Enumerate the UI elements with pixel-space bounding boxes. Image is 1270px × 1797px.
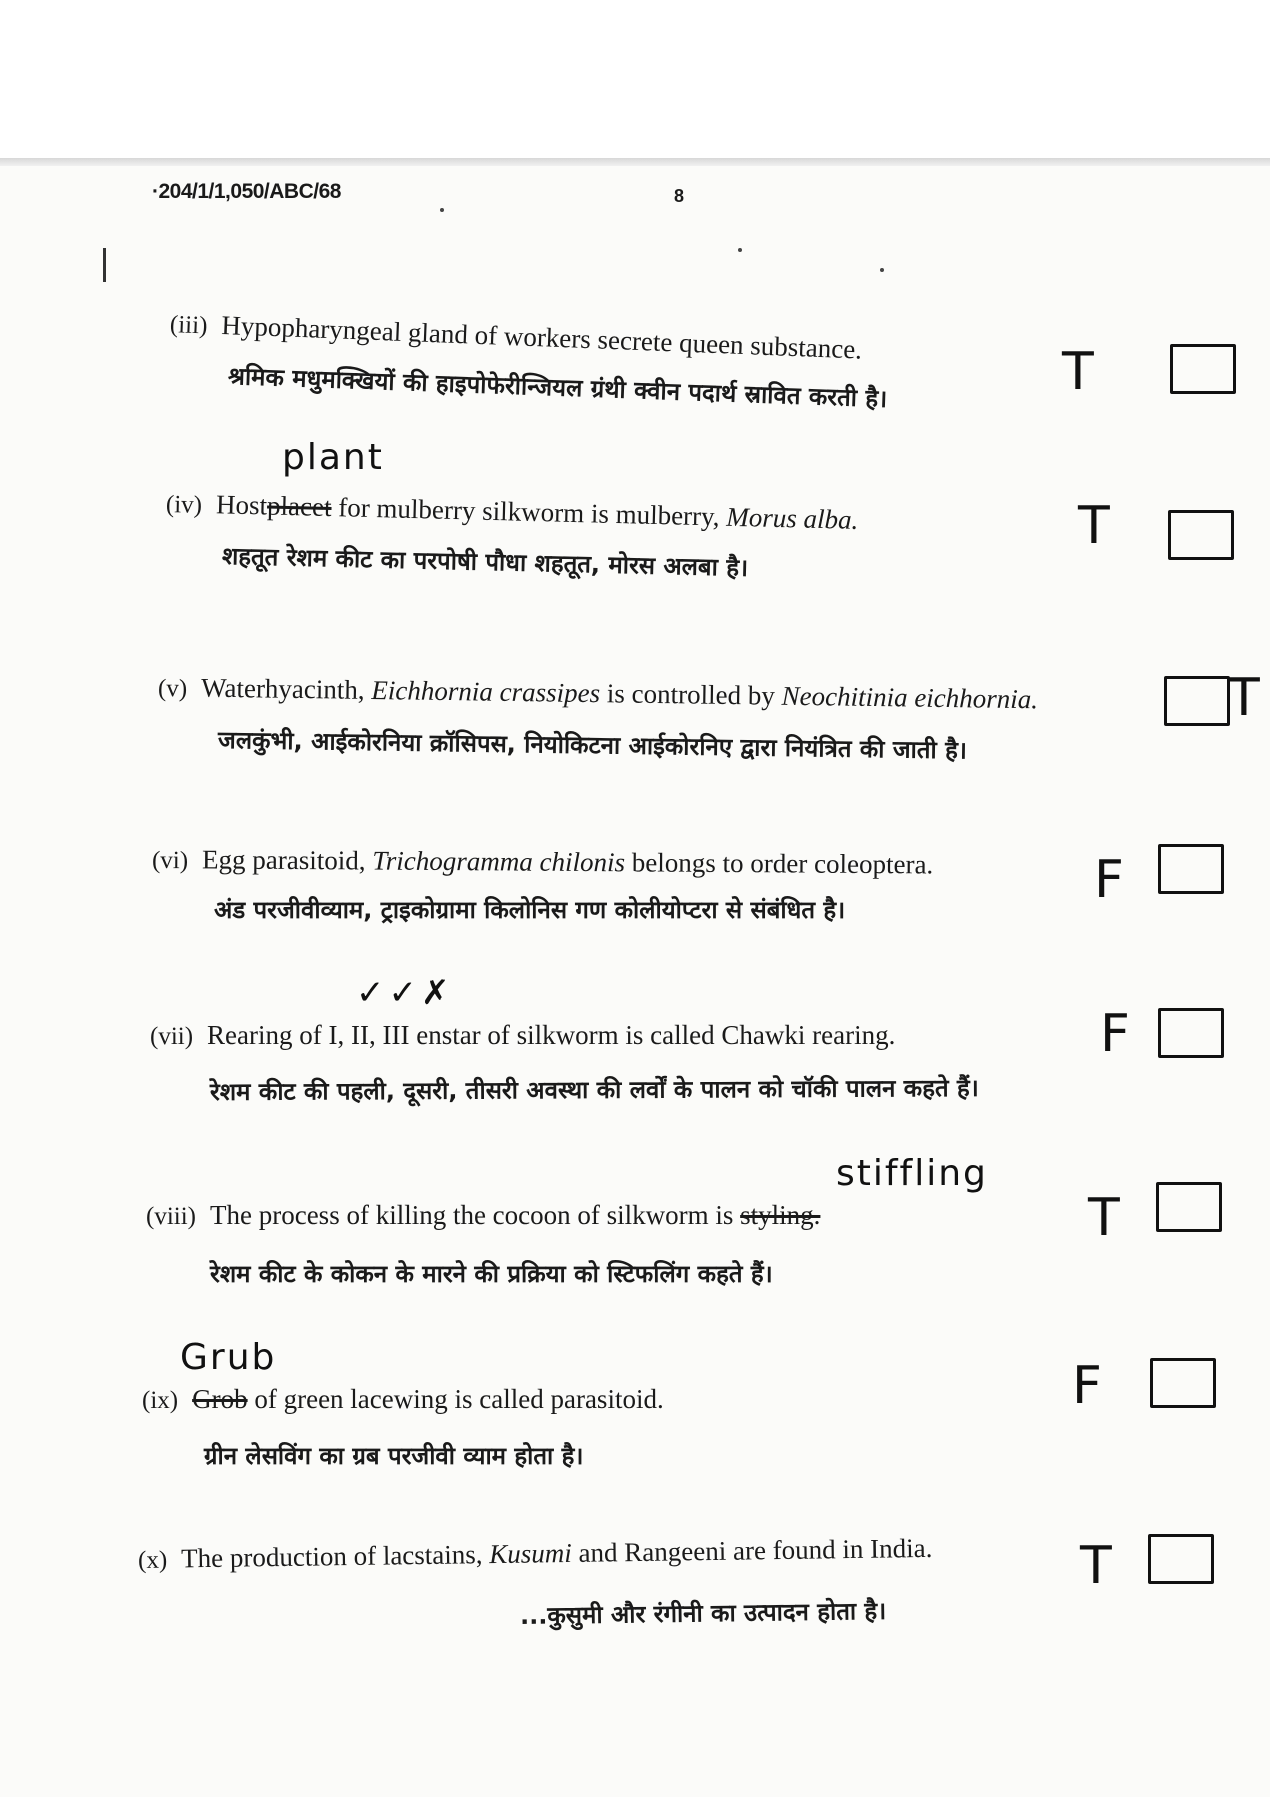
question-text: is controlled by (599, 678, 782, 711)
question-viii (0, 1150, 1270, 1300)
struck-word: styling. (740, 1200, 821, 1230)
question-english (142, 1386, 664, 1413)
handwritten-correction: plant (282, 437, 384, 478)
handwritten-answer: F (1072, 1356, 1102, 1416)
question-hindi: श्रमिक मधुमक्खियों की हाइपोफेरीन्जियल ग्रंथी क्वीन पदार्थ स्रावित करती है। (227, 362, 888, 414)
question-english (169, 310, 862, 364)
species-name: Morus alba. (726, 501, 859, 535)
species-name: Neochitinia eichhornia. (781, 680, 1039, 715)
question-english (158, 674, 1038, 713)
question-hindi: जलकुंभी, आईकोरनिया क्रॉसिपस, नियोकिटना आईकोरनिए द्वारा नियंत्रित की जाती है। (217, 726, 968, 765)
top-blank-area (0, 0, 1270, 160)
question-text: Hypopharyngeal gland of workers secrete queen substance. (220, 309, 863, 365)
paper-code: ·204/1/1,050/ABC/68 (152, 180, 341, 203)
answer-box[interactable] (1168, 510, 1234, 560)
question-text: The production of lacstains, (180, 1539, 490, 1574)
answer-box[interactable] (1150, 1358, 1216, 1408)
handwritten-answer: T (1080, 1536, 1112, 1596)
handwritten-answer: T (1088, 1188, 1120, 1248)
answer-box[interactable] (1170, 344, 1236, 394)
question-text: Rearing of I, II, III enstar of silkworm is called Chawki rearing. (207, 1020, 896, 1050)
question-hindi: ग्रीन लेसविंग का ग्रब परजीवी व्याम होता है। (204, 1442, 584, 1470)
question-english (150, 1022, 895, 1049)
question-number: (v) (157, 675, 188, 703)
question-english (166, 490, 859, 534)
answer-box[interactable] (1158, 1008, 1224, 1058)
handwritten-answer: F (1094, 850, 1124, 910)
question-hindi: शहतूत रेशम कीट का परपोषी पौधा शहतूत, मोरस अलबा है। (221, 542, 749, 582)
question-text: Waterhyacinth, (200, 672, 372, 705)
question-x (0, 1520, 1270, 1640)
question-english (137, 1532, 933, 1574)
question-vi (0, 830, 1270, 980)
question-text: for mulberry silkworm is mulberry, (331, 492, 727, 532)
question-ix (0, 1337, 1270, 1490)
question-english (152, 846, 933, 878)
question-text: Egg parasitoid, (202, 844, 373, 876)
species-name: Eichhornia crassipes (371, 674, 601, 709)
question-number: (x) (137, 1546, 168, 1574)
answer-box[interactable] (1158, 844, 1224, 894)
question-hindi: अंड परजीवीव्याम, ट्राइकोग्रामा किलोनिस गण कोलीयोप्टरा से संबंधित है। (214, 896, 846, 924)
question-number: (iv) (165, 491, 203, 519)
handwritten-correction: Grub (180, 1337, 277, 1378)
speck (738, 248, 742, 252)
handwritten-answer: T (1228, 668, 1260, 728)
struck-word: placet (266, 490, 332, 523)
species-name: Kusumi (489, 1537, 573, 1570)
question-number: (viii) (146, 1203, 196, 1230)
answer-box[interactable] (1164, 676, 1230, 726)
question-number: (ix) (142, 1387, 179, 1414)
margin-mark (103, 248, 106, 282)
handwritten-answer: T (1062, 342, 1094, 402)
question-text: belongs to order coleoptera. (624, 847, 934, 880)
question-english (146, 1202, 820, 1229)
answer-box[interactable] (1156, 1182, 1222, 1232)
question-number: (vii) (150, 1023, 194, 1050)
question-iv (0, 437, 1270, 590)
speck (880, 268, 884, 272)
question-text: The process of killing the cocoon of silkworm is (210, 1200, 741, 1230)
question-v (0, 660, 1270, 810)
handwritten-answer: T (1078, 496, 1110, 556)
question-text: and Rangeeni are found in India. (571, 1532, 933, 1568)
question-hindi: ...कुसुमी और रंगीनी का उत्पादन होता है। (519, 1596, 887, 1630)
question-hindi: रेशम कीट के कोकन के मारने की प्रक्रिया को स्टिफलिंग कहते हैं। (210, 1260, 773, 1288)
page-number: 8 (674, 186, 685, 206)
question-number: (vi) (151, 847, 189, 875)
handwritten-correction: stiffling (836, 1153, 988, 1194)
question-hindi: रेशम कीट की पहली, दूसरी, तीसरी अवस्था की लर्वों के पालन को चॉकी पालन कहते हैं। (209, 1073, 979, 1106)
tick-marks: ✓✓✗ (356, 973, 454, 1013)
struck-word: Grob (192, 1384, 248, 1414)
speck (440, 208, 444, 212)
species-name: Trichogramma chilonis (372, 845, 626, 878)
question-text: Host (215, 489, 268, 521)
question-number: (iii) (169, 311, 208, 340)
handwritten-answer: F (1100, 1004, 1130, 1064)
question-iii (0, 290, 1270, 440)
answer-box[interactable] (1148, 1534, 1214, 1584)
question-vii (0, 970, 1270, 1120)
question-text: of green lacewing is called parasitoid. (247, 1384, 664, 1414)
